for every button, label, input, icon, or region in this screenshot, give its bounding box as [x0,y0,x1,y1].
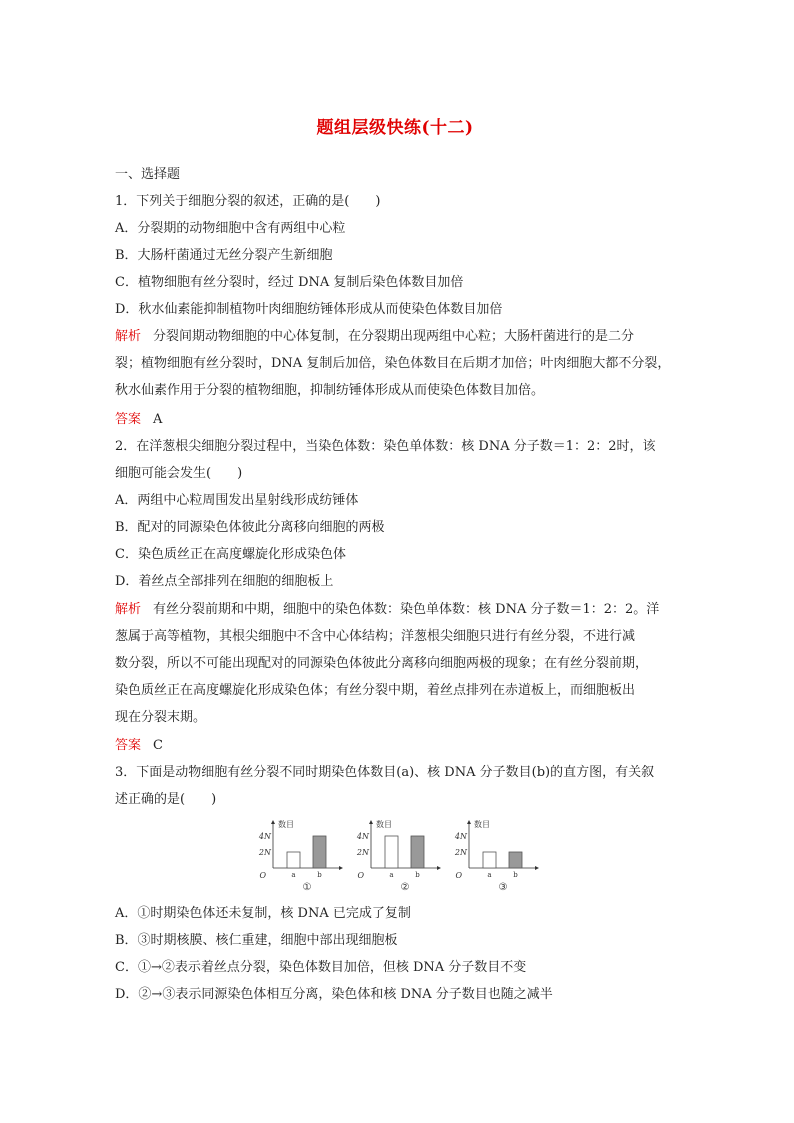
chart2-xtick-a: a [389,871,394,879]
chart3-ylabel: 数目 [474,820,490,829]
chart1-origin: O [259,871,266,880]
q1-analysis-label: 解析 [115,329,142,344]
chart2-ytick-2n: 2N [356,848,369,857]
q2-analysis-line-1 [115,600,659,620]
q2-answer-label: 答案 [115,738,142,753]
chart3-bar-b [509,852,522,868]
chart3-xtick-b: b [513,871,518,879]
section-heading: 一、选择题 [115,167,181,182]
chart1-xtick-b: b [317,871,322,879]
q1-option-b: B．大肠杆菌通过无丝分裂产生新细胞 [115,248,333,263]
page-title: 题组层级快练(十二) [316,118,474,138]
q2-analysis-line-5: 现在分裂末期。 [115,710,207,725]
chart2-ylabel: 数目 [376,820,392,829]
q2-analysis-label: 解析 [115,602,142,617]
chart2-origin: O [357,871,364,880]
chart2-xtick-b: b [415,871,420,879]
chart1-xtick-a: a [291,871,296,879]
q3-stem-line-1: 3．下面是动物细胞有丝分裂不同时期染色体数目(a)、核 DNA 分子数目(b)的直方图，有关叙 [115,765,655,780]
q1-option-d: D．秋水仙素能抑制植物叶肉细胞纺锤体形成从而使染色体数目加倍 [115,302,503,317]
q1-analysis-line-3: 秋水仙素作用于分裂的植物细胞，抑制纺锤体形成从而使染色体数目加倍。 [115,383,545,398]
q1-stem: 1．下列关于细胞分裂的叙述，正确的是( ) [115,194,381,209]
chart2-y-arrow [369,820,373,824]
chart2-bar-b [411,836,424,868]
q2-option-c: C．染色质丝正在高度螺旋化形成染色体 [115,547,346,562]
q1-answer-line [115,410,162,430]
chart3-origin: O [455,871,462,880]
chart1-ytick-2n: 2N [258,848,271,857]
chart2-ytick-4n: 4N [356,832,369,841]
q2-stem-line-2: 细胞可能会发生( ) [115,466,243,481]
q3-stem-line-2: 述正确的是( ) [115,792,217,807]
q2-option-b: B．配对的同源染色体彼此分离移向细胞的两极 [115,520,385,535]
chart3-bar-a [483,852,496,868]
q3-option-c: C．①→②表示着丝点分裂，染色体数目加倍，但核 DNA 分子数目不变 [115,960,527,975]
chart3-y-arrow [467,820,471,824]
q1-option-c: C．植物细胞有丝分裂时，经过 DNA 复制后染色体数目加倍 [115,275,464,290]
q1-analysis-line-2: 裂；植物细胞有丝分裂时，DNA 复制后加倍，染色体数目在后期才加倍；叶肉细胞大都不分裂， [115,356,671,371]
chart2-bar-a [385,836,398,868]
chart1-x-arrow [339,866,343,870]
q2-stem-line-1: 2．在洋葱根尖细胞分裂过程中，当染色体数：染色单体数：核 DNA 分子数＝1：2：2时，该 [115,439,656,454]
q2-analysis-text-1: 有丝分裂前期和中期，细胞中的染色体数：染色单体数：核 DNA 分子数＝1：2：2。洋 [153,602,660,617]
q3-option-d: D．②→③表示同源染色体相互分离，染色体和核 DNA 分子数目也随之减半 [115,987,553,1002]
chart1-bar-b [313,836,326,868]
chart3-x-arrow [535,866,539,870]
chart3-caption: ③ [498,882,508,893]
q1-answer-label: 答案 [115,412,142,427]
chart3-ytick-4n: 4N [454,832,467,841]
chart1-bar-a [287,852,300,868]
q2-answer: C [153,738,163,753]
q2-analysis-line-3: 数分裂，所以不可能出现配对的同源染色体彼此分离移向细胞两极的现象；在有丝分裂前期， [115,656,649,671]
histogram-figure [255,816,545,896]
q2-option-a: A．两组中心粒周围发出星射线形成纺锤体 [115,493,359,508]
chart2-x-arrow [437,866,441,870]
chart3-xtick-a: a [487,871,492,879]
q1-analysis-text-1: 分裂间期动物细胞的中心体复制，在分裂期出现两组中心粒；大肠杆菌进行的是二分 [153,329,635,344]
q3-option-a: A．①时期染色体还未复制，核 DNA 已完成了复制 [115,906,411,921]
chart2-caption: ② [400,882,410,893]
q2-option-d: D．着丝点全部排列在细胞的细胞板上 [115,574,334,589]
q1-answer: A [153,412,163,427]
chart1-ytick-4n: 4N [258,832,271,841]
chart1-ylabel: 数目 [278,820,294,829]
q2-analysis-line-4: 染色质丝正在高度螺旋化形成染色体；有丝分裂中期，着丝点排列在赤道板上，而细胞板出 [115,683,636,698]
chart1-y-arrow [271,820,275,824]
q1-analysis-line-1 [115,327,634,347]
chart1-caption: ① [302,882,312,893]
q2-answer-line [115,736,163,756]
q3-option-b: B．③时期核膜、核仁重建，细胞中部出现细胞板 [115,933,398,948]
q2-analysis-line-2: 葱属于高等植物，其根尖细胞中不含中心体结构；洋葱根尖细胞只进行有丝分裂，不进行减 [115,629,636,644]
chart3-ytick-2n: 2N [454,848,467,857]
q1-option-a: A．分裂期的动物细胞中含有两组中心粒 [115,221,346,236]
